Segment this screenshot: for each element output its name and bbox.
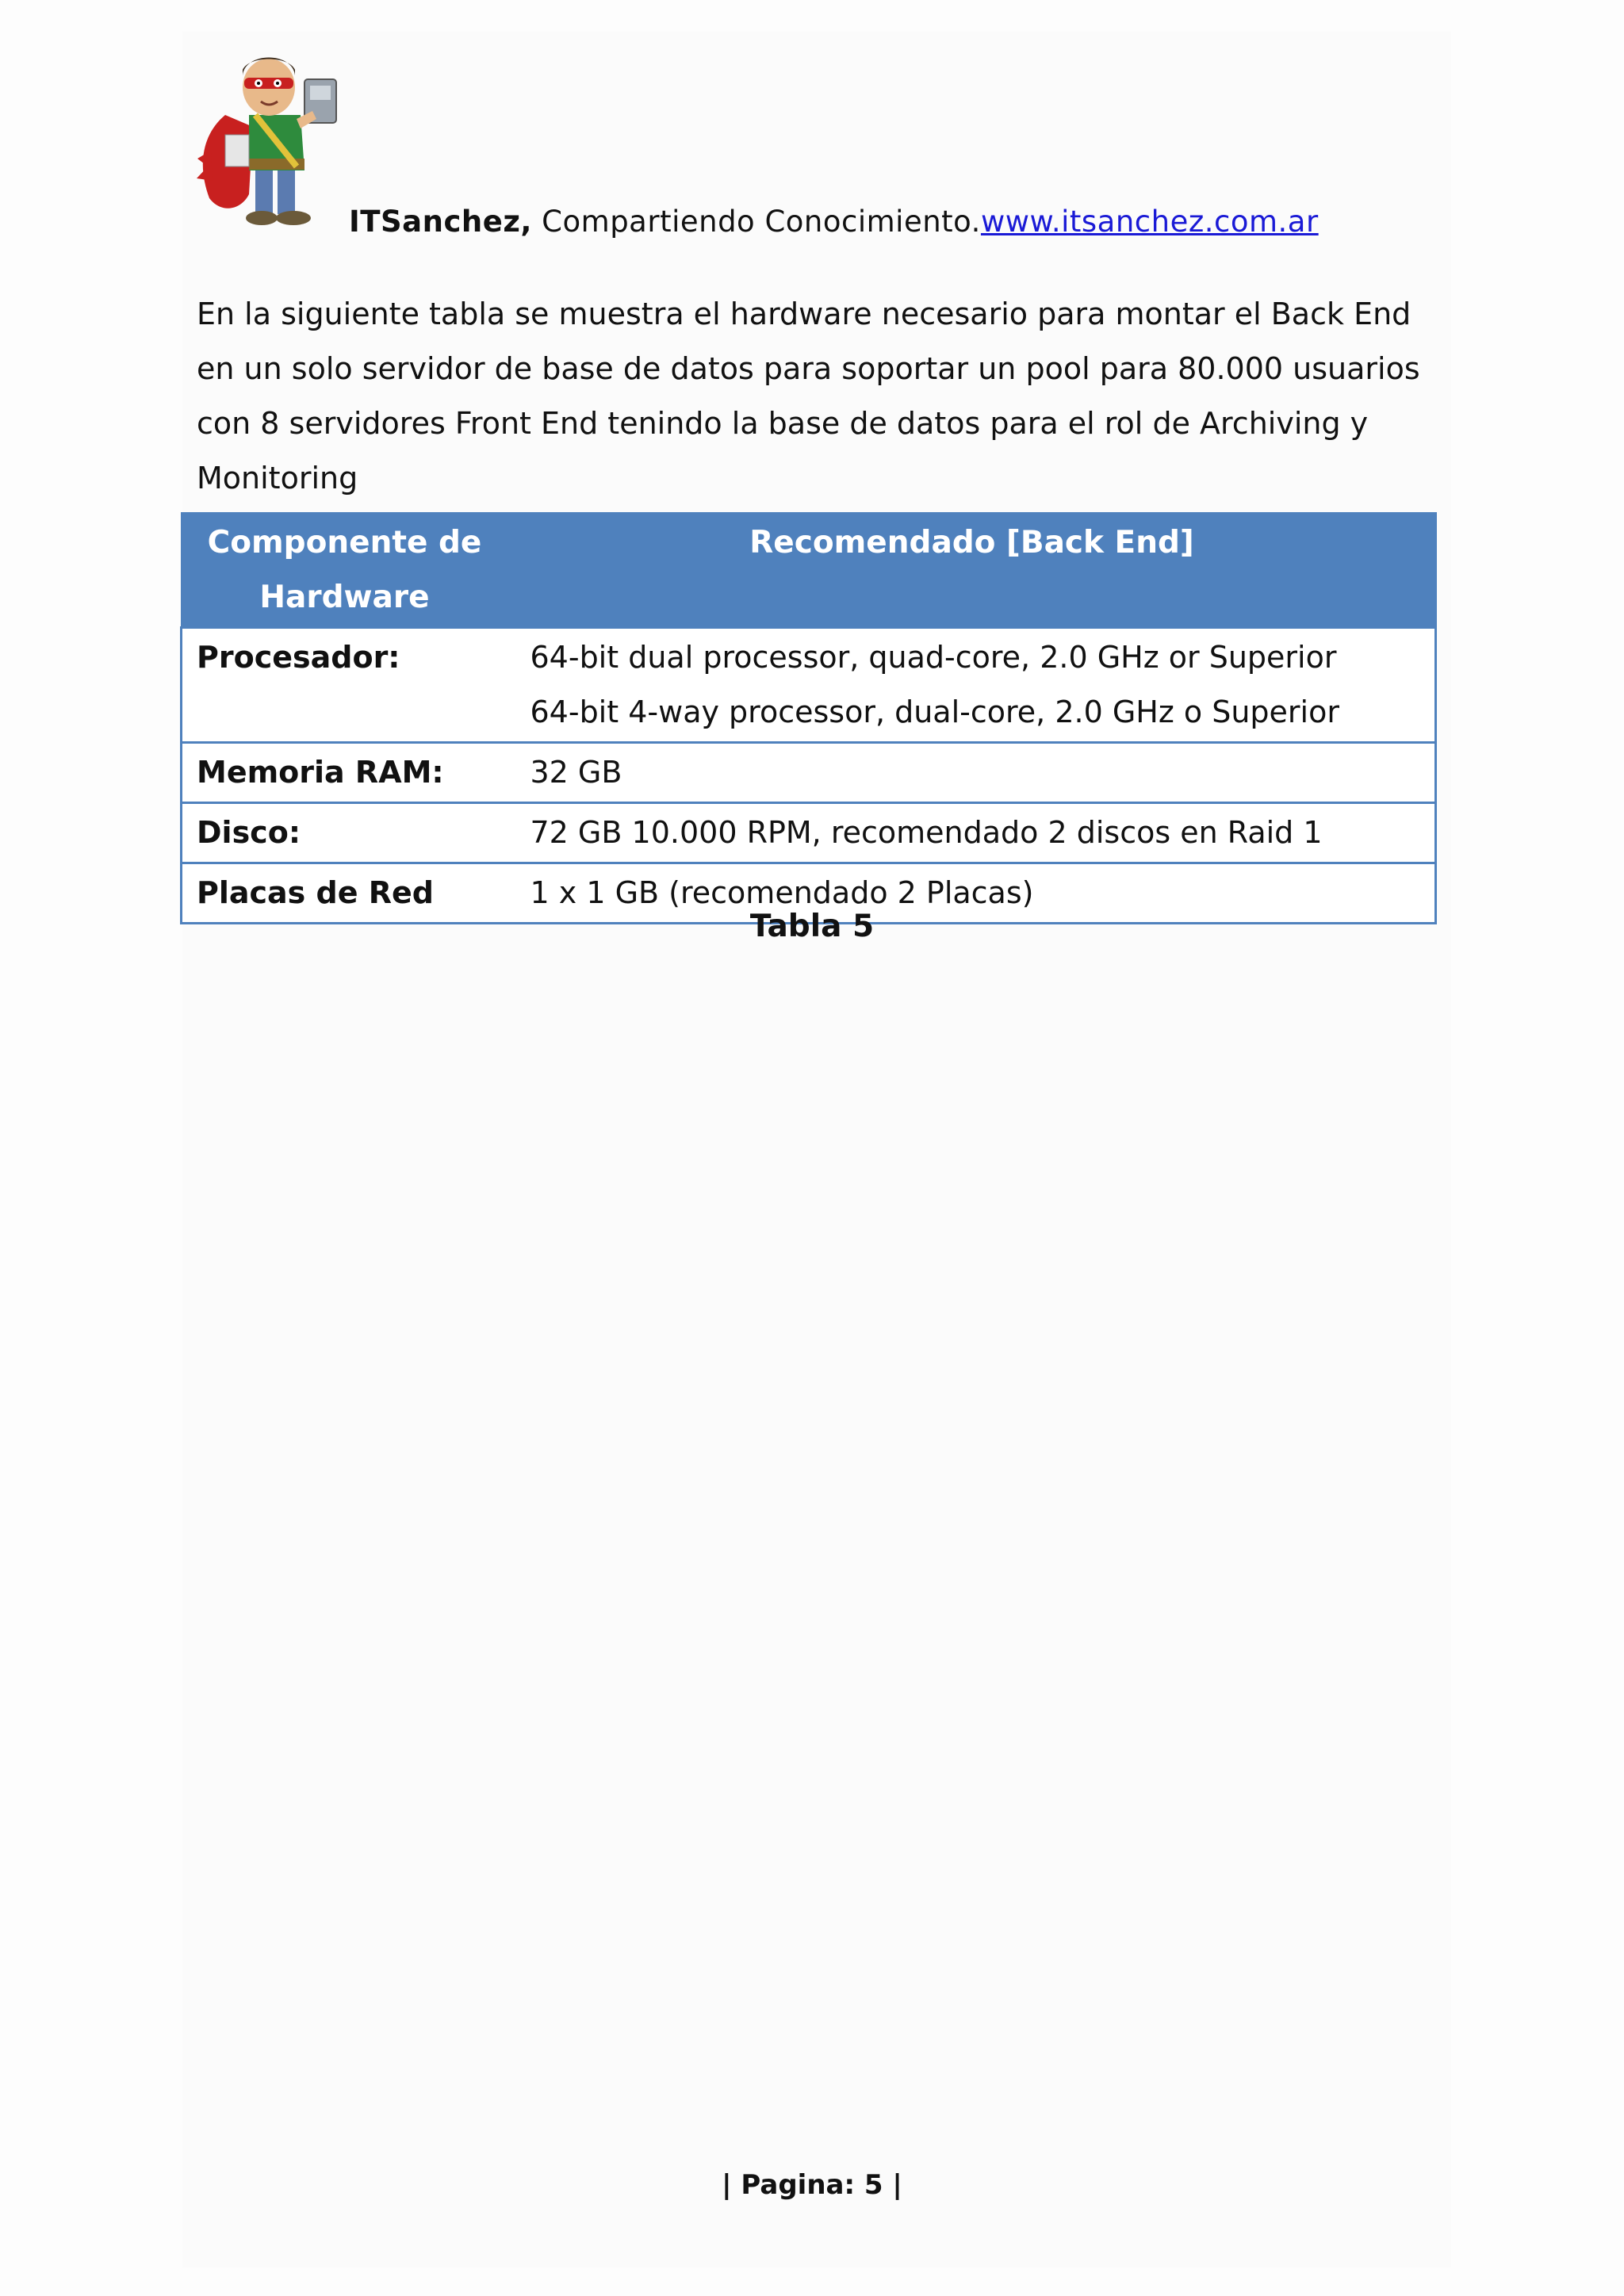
header-tagline: Compartiendo Conocimiento. [531,205,981,239]
superhero-mascot-logo [193,40,360,234]
table-row [182,743,1436,803]
row-value [508,803,1436,863]
hardware-table [180,512,1437,924]
row-value-line: 1 x 1 GB (recomendado 2 Placas) [530,875,1034,910]
table-caption: Tabla 5 [749,909,875,944]
table-row [182,803,1436,863]
row-value [508,628,1436,743]
intro-paragraph: En la siguiente tabla se muestra el hardware necesario para montar el Back End en un solo servidor de base de datos para soportar un pool para 80.000 usuarios con 8 servidores Front End tenindo la base de datos para el rol de Archiving y Monitoring [197,297,1420,496]
row-value-line: 72 GB 10.000 RPM, recomendado 2 discos en Raid 1 [530,815,1323,850]
row-value-line: 64-bit dual processor, quad-core, 2.0 GHz or Superior [530,640,1337,675]
row-label: Memoria RAM: [182,743,508,803]
row-label: Procesador: [182,628,508,743]
row-value-line: 32 GB [530,755,622,790]
header-line [349,205,1319,239]
table-body [182,628,1436,924]
column-header-component: Componente de Hardware [182,513,508,628]
row-value [508,743,1436,803]
table-row [182,628,1436,743]
column-header-recommended: Recomendado [Back End] [508,513,1436,628]
site-link[interactable]: www.itsanchez.com.ar [980,205,1319,239]
table-header-row [182,513,1436,628]
row-label: Disco: [182,803,508,863]
row-value-line: 64-bit 4-way processor, dual-core, 2.0 GHz o Superior [530,695,1339,729]
brand-name: ITSanchez, [349,205,532,239]
page-number: | Pagina: 5 | [722,2169,902,2201]
row-label: Placas de Red [182,863,508,924]
